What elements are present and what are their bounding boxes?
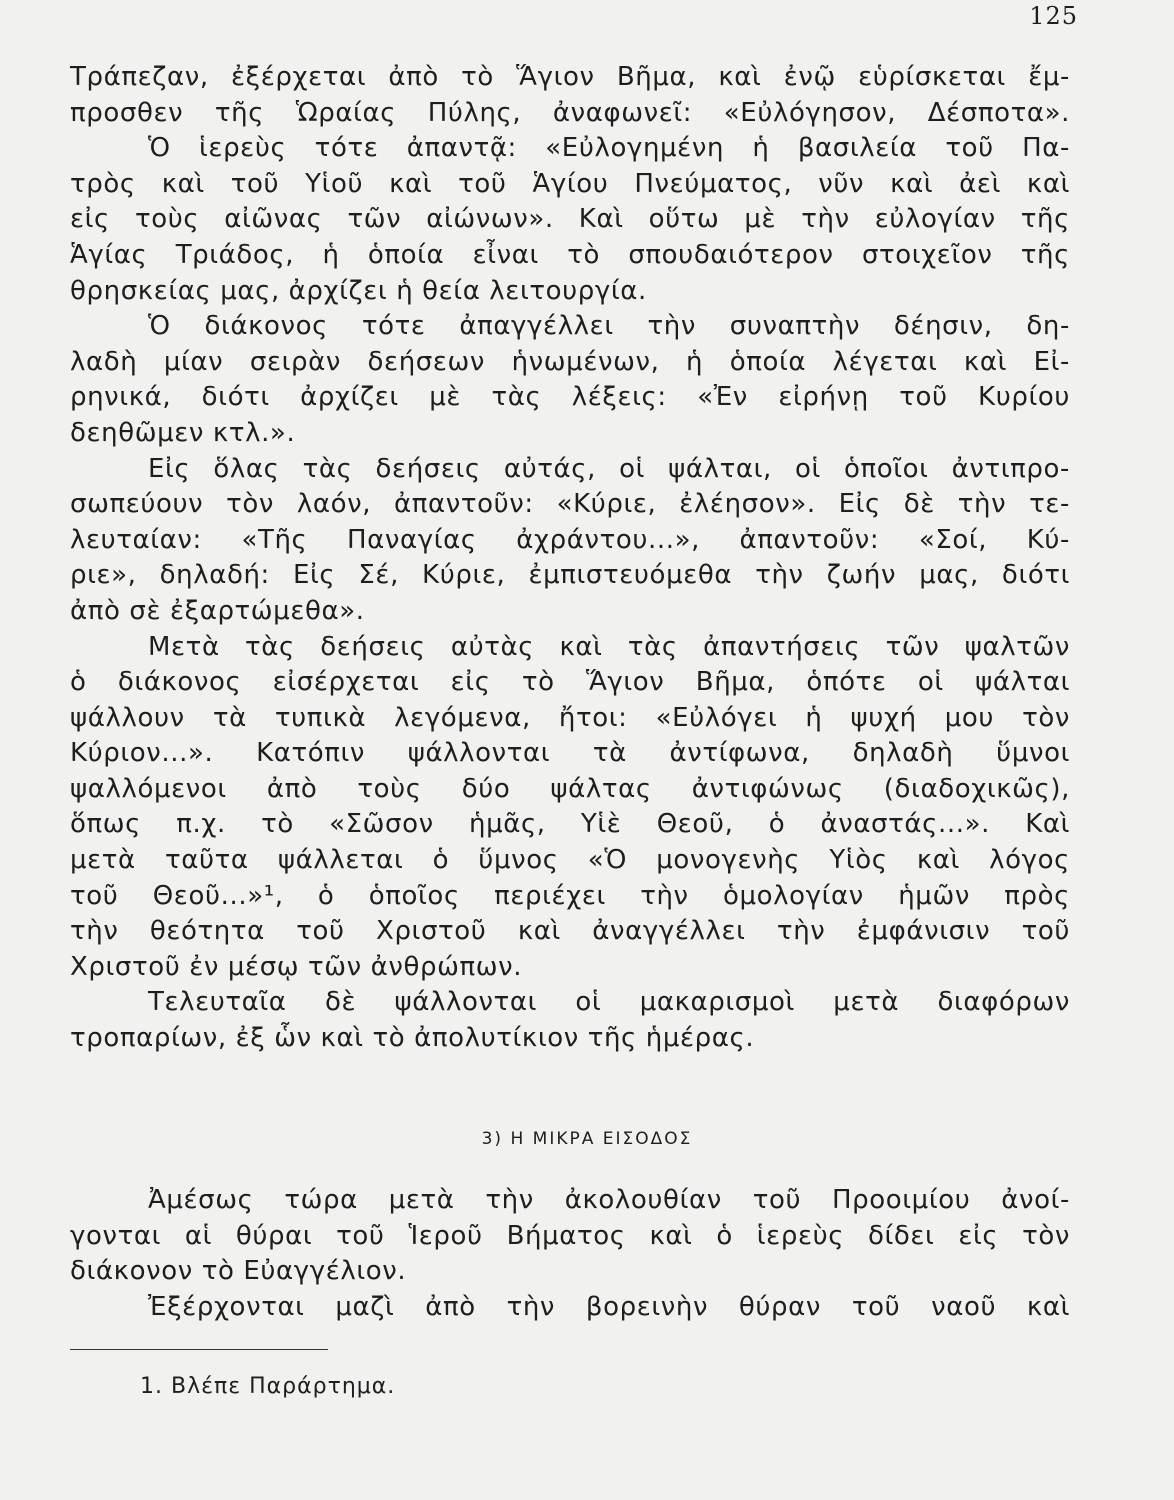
text-line: ρηνικά, διότι ἀρχίζει μὲ τὰς λέξεις: «Ἐν εἰρήνῃ τοῦ Κυρίου	[70, 382, 1070, 413]
text-line: ψάλλουν τὰ τυπικὰ λεγόμενα, ἤτοι: «Εὐλόγει ἡ ψυχή μου τὸν	[70, 702, 1070, 733]
text-line: Μετὰ τὰς δεήσεις αὐτὰς καὶ τὰς ἀπαντήσεις τῶν ψαλτῶν	[148, 631, 1070, 662]
text-line: μετὰ ταῦτα ψάλλεται ὁ ὕμνος «Ὁ μονογενὴς Υἱὸς καὶ λόγος	[70, 845, 1070, 876]
paragraph-1	[70, 60, 1070, 131]
text-line: ψαλλόμενοι ἀπὸ τοὺς δύο ψάλτας ἀντιφώνως (διαδοχικῶς),	[70, 773, 1070, 804]
main-text-upper	[70, 60, 1070, 1057]
main-text-lower	[70, 1182, 1070, 1324]
text-line: λαδὴ μίαν σειρὰν δεήσεων ἡνωμένων, ἡ ὁποία λέγεται καὶ Εἰ-	[70, 346, 1070, 377]
text-line: Ἀμέσως τώρα μετὰ τὴν ἀκολουθίαν τοῦ Προοιμίου ἀνοί-	[148, 1185, 1070, 1215]
text-line: προσθεν τῆς Ὡραίας Πύλης, ἀναφωνεῖ: «Εὐλόγησον, Δέσποτα».	[70, 97, 1070, 128]
footnote-divider	[70, 1349, 328, 1350]
text-line: τοῦ Θεοῦ...»¹, ὁ ὁποῖος περιέχει τὴν ὁμολογίαν ἡμῶν πρὸς	[70, 880, 1070, 911]
text-line: Χριστοῦ ἐν μέσῳ τῶν ἀνθρώπων.	[70, 951, 523, 982]
paragraph-3	[70, 309, 1070, 451]
paragraph-4	[70, 452, 1070, 630]
text-line: Κύριον...». Κατόπιν ψάλλονται τὰ ἀντίφωνα, δηλαδὴ ὕμνοι	[70, 738, 1070, 769]
text-line: σωπεύουν τὸν λαόν, ἀπαντοῦν: «Κύριε, ἐλέησον». Εἰς δὲ τὴν τε-	[70, 489, 1070, 520]
text-line: δεηθῶμεν κτλ.».	[70, 417, 296, 448]
paragraph-7	[70, 1182, 1070, 1289]
text-line: Τελευταῖα δὲ ψάλλονται οἱ μακαρισμοὶ μετὰ διαφόρων	[148, 987, 1070, 1018]
paragraph-5	[70, 630, 1070, 986]
footnote: 1. Βλέπε Παράρτημα.	[140, 1374, 396, 1399]
text-line: ἀπὸ σὲ ἐξαρτώμεθα».	[70, 595, 365, 626]
text-line: Ὁ ἱερεὺς τότε ἀπαντᾷ: «Εὐλογημένη ἡ βασιλεία τοῦ Πα-	[148, 133, 1070, 164]
text-line: Ὁ διάκονος τότε ἀπαγγέλλει τὴν συναπτὴν δέησιν, δη-	[148, 311, 1070, 342]
text-line: ὁ διάκονος εἰσέρχεται εἰς τὸ Ἅγιον Βῆμα, ὁπότε οἱ ψάλται	[70, 667, 1070, 698]
text-line: Εἰς ὅλας τὰς δεήσεις αὐτάς, οἱ ψάλται, οἱ ὁποῖοι ἀντιπρο-	[148, 453, 1070, 484]
text-line: εἰς τοὺς αἰῶνας τῶν αἰώνων». Καὶ οὕτω μὲ τὴν εὐλογίαν τῆς	[70, 204, 1070, 235]
text-line: ὅπως π.χ. τὸ «Σῶσον ἡμᾶς, Υἱὲ Θεοῦ, ὁ ἀναστάς...». Καὶ	[70, 809, 1070, 840]
page-number: 125	[1029, 2, 1078, 30]
text-line: τροπαρίων, ἐξ ὧν καὶ τὸ ἀπολυτίκιον τῆς ἡμέρας.	[70, 1023, 755, 1054]
text-line: ριε», δηλαδή: Εἰς Σέ, Κύριε, ἐμπιστευόμεθα τὴν ζωήν μας, διότι	[70, 560, 1070, 591]
text-line: τὴν θεότητα τοῦ Χριστοῦ καὶ ἀναγγέλλει τὴν ἐμφάνισιν τοῦ	[70, 916, 1070, 947]
paragraph-6	[70, 985, 1070, 1056]
paragraph-2	[70, 131, 1070, 309]
text-line: Τράπεζαν, ἐξέρχεται ἀπὸ τὸ Ἅγιον Βῆμα, καὶ ἐνῷ εὑρίσκεται ἔμ-	[70, 62, 1070, 92]
text-line: γονται αἱ θύραι τοῦ Ἱεροῦ Βήματος καὶ ὁ ἱερεὺς δίδει εἰς τὸν	[70, 1220, 1070, 1251]
section-heading: 3) Η ΜΙΚΡΑ ΕΙΣΟΔΟΣ	[481, 1129, 693, 1149]
text-line: τρὸς καὶ τοῦ Υἱοῦ καὶ τοῦ Ἁγίου Πνεύματος, νῦν καὶ ἀεὶ καὶ	[70, 168, 1070, 199]
text-line: διάκονον τὸ Εὐαγγέλιον.	[70, 1256, 407, 1287]
paragraph-8	[70, 1289, 1070, 1325]
text-line: θρησκείας μας, ἀρχίζει ἡ θεία λειτουργία.	[70, 275, 647, 306]
text-line: Ἁγίας Τριάδος, ἡ ὁποία εἶναι τὸ σπουδαιότερον στοιχεῖον τῆς	[70, 239, 1070, 270]
text-line: λευταίαν: «Τῆς Παναγίας ἀχράντου...», ἀπαντοῦν: «Σοί, Κύ-	[70, 524, 1070, 555]
text-line: Ἐξέρχονται μαζὶ ἀπὸ τὴν βορεινὴν θύραν τοῦ ναοῦ καὶ	[148, 1291, 1070, 1322]
